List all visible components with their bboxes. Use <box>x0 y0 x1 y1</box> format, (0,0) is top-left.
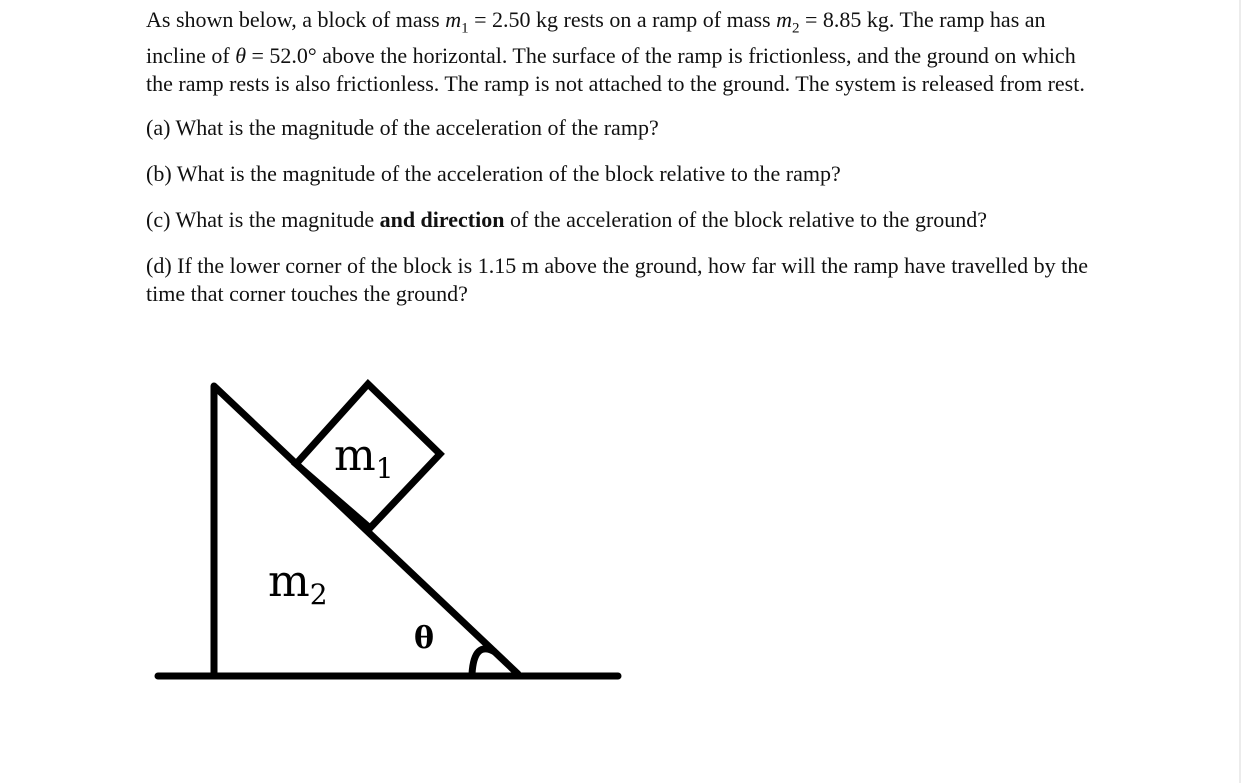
question-c: (c) What is the magnitude and direction of the acceleration of the block relative to the ground? <box>146 207 988 233</box>
mass2-symbol: $m_2$ <box>776 7 800 37</box>
problem-text <box>146 6 1106 326</box>
intro-text-3: = 8.85 kg. The ramp has an incline of <box>146 7 1046 69</box>
question-d: (d) If the lower corner of the block is 1.15 m above the ground, how far will the ramp have travelled by the time that corner touches the ground? <box>146 253 1089 307</box>
question-b: (b) What is the magnitude of the acceleration of the block relative to the ramp? <box>146 161 841 187</box>
ramp-label: m2 <box>268 556 328 611</box>
block-label: m1 <box>334 430 394 485</box>
intro-text-4: = 52.0° above the horizontal. The surface of the ramp is frictionless, and the ground on which the ramp rests is also frictionless. The ramp is not attached to the ground. The system is released from rest. <box>146 43 1085 97</box>
ramp-block-diagram <box>150 370 630 690</box>
question-a: (a) What is the magnitude of the acceleration of the ramp? <box>146 115 659 141</box>
problem-intro <box>146 6 1106 98</box>
mass1-symbol: $m_1$ <box>445 7 469 37</box>
intro-text-2: = 2.50 kg rests on a ramp of mass <box>468 7 777 32</box>
angle-label: θ <box>414 621 435 656</box>
angle-arc <box>472 649 495 674</box>
intro-text-1: As shown below, a block of mass <box>146 7 446 32</box>
question-c-emphasis: and direction <box>379 207 505 233</box>
theta-symbol: θ <box>235 43 247 69</box>
